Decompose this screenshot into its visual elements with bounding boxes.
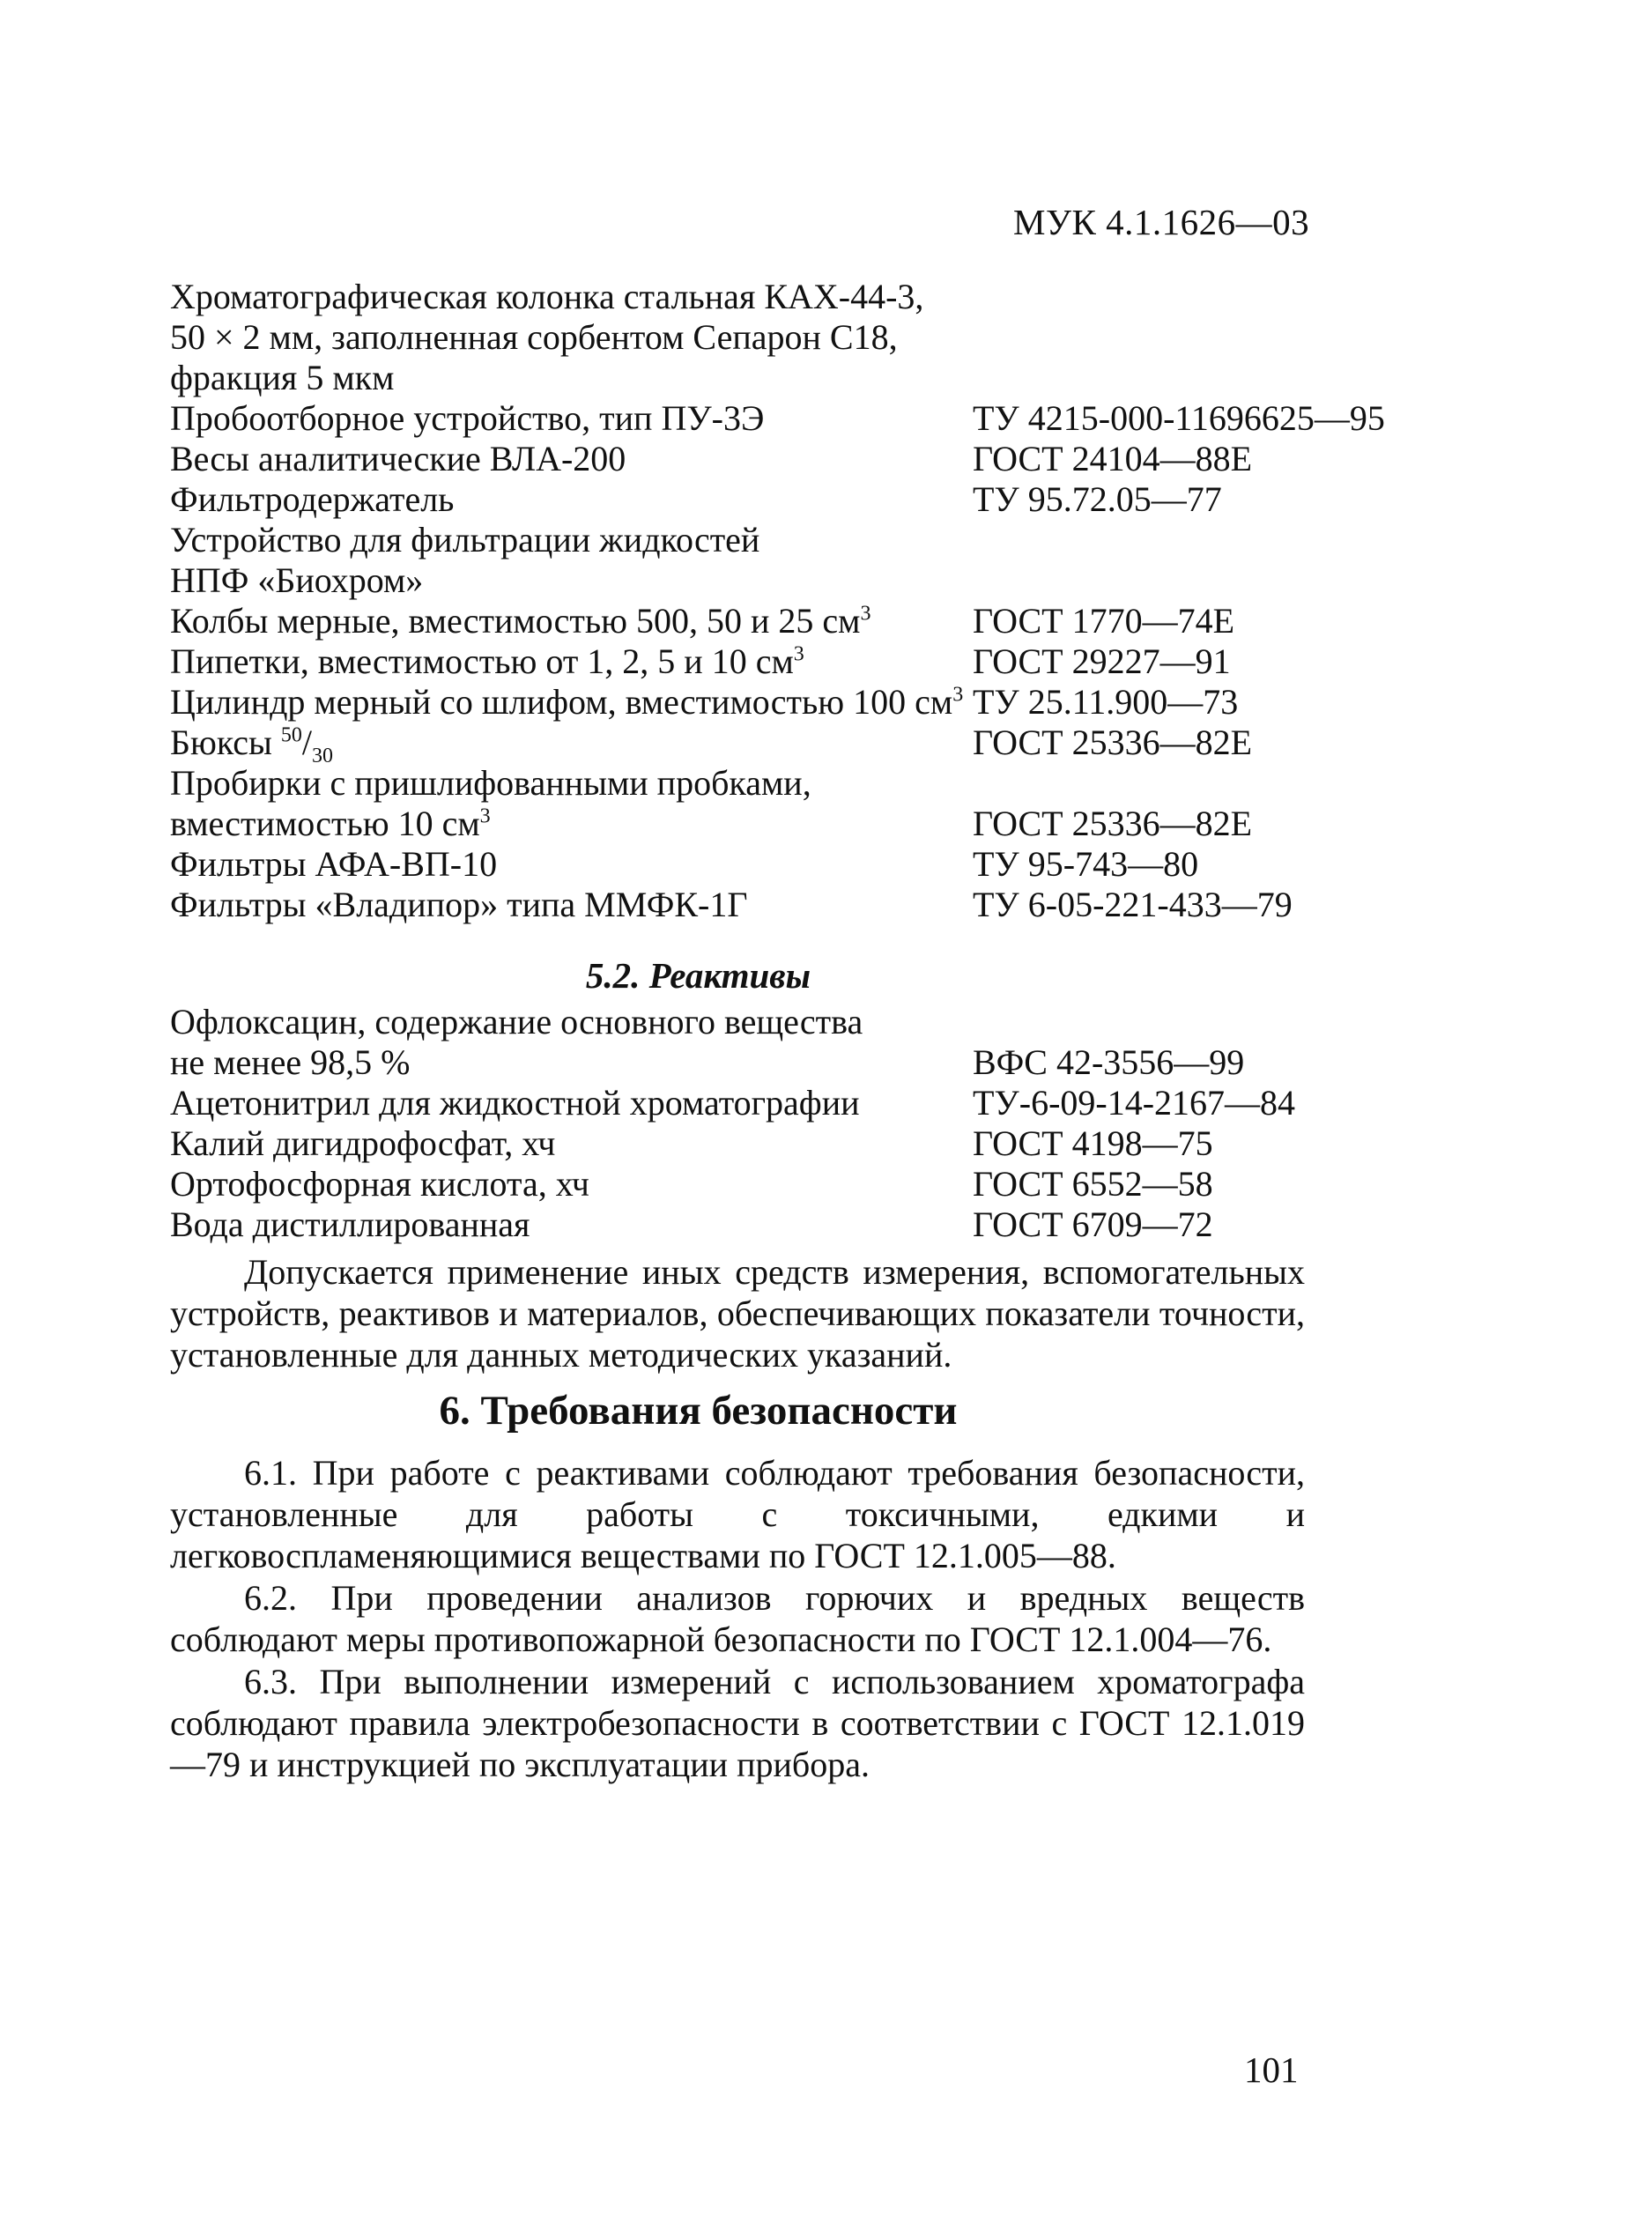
paragraph-6-3 bbox=[170, 1661, 1305, 1785]
item-name: Пробоотборное устройство, тип ПУ-3Э bbox=[170, 398, 765, 438]
item-standard: ГОСТ 25336—82Е bbox=[973, 723, 1253, 762]
list-item bbox=[170, 1002, 1404, 1042]
paragraph-text: 6.2. При проведении анализов горючих и вредных веществ соблюдают меры противопожарной безопасности по ГОСТ 12.1.004—76. bbox=[170, 1578, 1305, 1659]
item-standard: ТУ 95.72.05—77 bbox=[973, 479, 1222, 519]
item-name: фракция 5 мкм bbox=[170, 358, 395, 397]
item-name: Хроматографическая колонка стальная КАХ-44-3, bbox=[170, 277, 924, 316]
paragraph-text: 6.3. При выполнении измерений с использованием хроматографа соблюдают правила электробезопасности в соответствии с ГОСТ 12.1.019—79 и инструкцией по эксплуатации прибора. bbox=[170, 1662, 1305, 1784]
superscript: 3 bbox=[479, 804, 491, 828]
list-item bbox=[170, 439, 1404, 479]
item-name-text: Цилиндр мерный со шлифом, вместимостью 100 см bbox=[170, 682, 953, 722]
list-item bbox=[170, 763, 1404, 804]
section-title: 6. Требования безопасности bbox=[439, 1388, 958, 1434]
item-name bbox=[170, 804, 491, 844]
item-name-text: Пипетки, вместимостью от 1, 2, 5 и 10 см bbox=[170, 641, 794, 681]
list-item bbox=[170, 1123, 1404, 1164]
item-name: Устройство для фильтрации жидкостей bbox=[170, 520, 760, 560]
superscript: 3 bbox=[860, 602, 871, 626]
document-code-header: МУК 4.1.1626—03 bbox=[1013, 202, 1310, 242]
list-item bbox=[170, 1164, 1404, 1204]
reagents-heading: 5.2. Реактивы bbox=[585, 955, 811, 996]
item-standard: ТУ 6-05-221-433—79 bbox=[973, 885, 1293, 924]
item-name: Пробирки с пришлифованными пробками, bbox=[170, 763, 811, 803]
item-name: не менее 98,5 % bbox=[170, 1042, 411, 1082]
item-name bbox=[170, 682, 963, 723]
list-item bbox=[170, 560, 1404, 601]
list-item bbox=[170, 520, 1404, 560]
list-item bbox=[170, 682, 1404, 723]
item-standard: ТУ-6-09-14-2167—84 bbox=[973, 1083, 1296, 1123]
item-name bbox=[170, 601, 871, 641]
item-name bbox=[170, 641, 804, 682]
list-item bbox=[170, 844, 1404, 885]
item-name bbox=[170, 723, 334, 767]
list-item bbox=[170, 804, 1404, 844]
list-item bbox=[170, 277, 1404, 317]
page-number: 101 bbox=[1244, 2049, 1299, 2090]
list-item bbox=[170, 723, 1404, 767]
paragraph-6-2 bbox=[170, 1577, 1305, 1660]
list-item bbox=[170, 1042, 1404, 1083]
list-item bbox=[170, 1083, 1404, 1123]
list-item bbox=[170, 358, 1404, 398]
item-standard: ТУ 95-743—80 bbox=[973, 844, 1199, 884]
list-item bbox=[170, 1204, 1404, 1245]
item-name: Весы аналитические ВЛА-200 bbox=[170, 439, 626, 478]
paragraph-text: Допускается применение иных средств измерения, вспомогательных устройств, реактивов и материалов, обеспечивающих показатели точности, установленные для данных методических указаний. bbox=[170, 1252, 1305, 1375]
fraction-slash: / bbox=[301, 723, 313, 762]
reagents-list bbox=[170, 1002, 1404, 1245]
paragraph-text: 6.1. При работе с реактивами соблюдают требования безопасности, установленные для работы с токсичными, едкими и легковоспламеняющимися веществами по ГОСТ 12.1.005—88. bbox=[170, 1453, 1305, 1575]
item-name-text: Бюксы bbox=[170, 723, 281, 762]
item-standard: ВФС 42-3556—99 bbox=[973, 1042, 1245, 1082]
equipment-list bbox=[170, 277, 1404, 925]
item-standard: ТУ 25.11.900—73 bbox=[973, 682, 1239, 722]
item-standard: ГОСТ 6709—72 bbox=[973, 1204, 1213, 1244]
item-name: Калий дигидрофосфат, хч bbox=[170, 1123, 556, 1163]
paragraph-6-1 bbox=[170, 1452, 1305, 1576]
item-name: Ацетонитрил для жидкостной хроматографии bbox=[170, 1083, 860, 1123]
list-item bbox=[170, 317, 1404, 358]
list-item bbox=[170, 398, 1404, 439]
item-name: 50 × 2 мм, заполненная сорбентом Сепарон С18, bbox=[170, 317, 898, 357]
item-standard: ГОСТ 25336—82Е bbox=[973, 804, 1253, 843]
item-name: Офлоксацин, содержание основного вещества bbox=[170, 1002, 863, 1041]
item-standard: ГОСТ 6552—58 bbox=[973, 1164, 1213, 1204]
item-name: НПФ «Биохром» bbox=[170, 560, 424, 600]
item-standard: ГОСТ 4198—75 bbox=[973, 1123, 1213, 1163]
item-name: Фильтры «Владипор» типа ММФК-1Г bbox=[170, 885, 748, 924]
item-name: Ортофосфорная кислота, хч bbox=[170, 1164, 589, 1204]
list-item bbox=[170, 885, 1404, 925]
item-name: Вода дистиллированная bbox=[170, 1204, 530, 1244]
item-name-text: Колбы мерные, вместимостью 500, 50 и 25 см bbox=[170, 601, 861, 641]
subscript: 30 bbox=[312, 745, 334, 767]
superscript: 3 bbox=[793, 642, 804, 666]
item-name-text: вместимостью 10 см bbox=[170, 804, 480, 843]
list-item bbox=[170, 601, 1404, 641]
item-standard: ГОСТ 29227—91 bbox=[973, 641, 1231, 681]
item-name: Фильтродержатель bbox=[170, 479, 455, 519]
item-standard: ГОСТ 1770—74Е bbox=[973, 601, 1235, 641]
superscript: 3 bbox=[952, 683, 964, 707]
list-item bbox=[170, 479, 1404, 520]
item-standard: ГОСТ 24104—88Е bbox=[973, 439, 1253, 478]
item-name: Фильтры АФА-ВП-10 bbox=[170, 844, 498, 884]
substitutes-paragraph bbox=[170, 1251, 1305, 1375]
list-item bbox=[170, 641, 1404, 682]
item-standard: ТУ 4215-000-11696625—95 bbox=[973, 398, 1385, 438]
superscript: 50 bbox=[280, 723, 302, 747]
